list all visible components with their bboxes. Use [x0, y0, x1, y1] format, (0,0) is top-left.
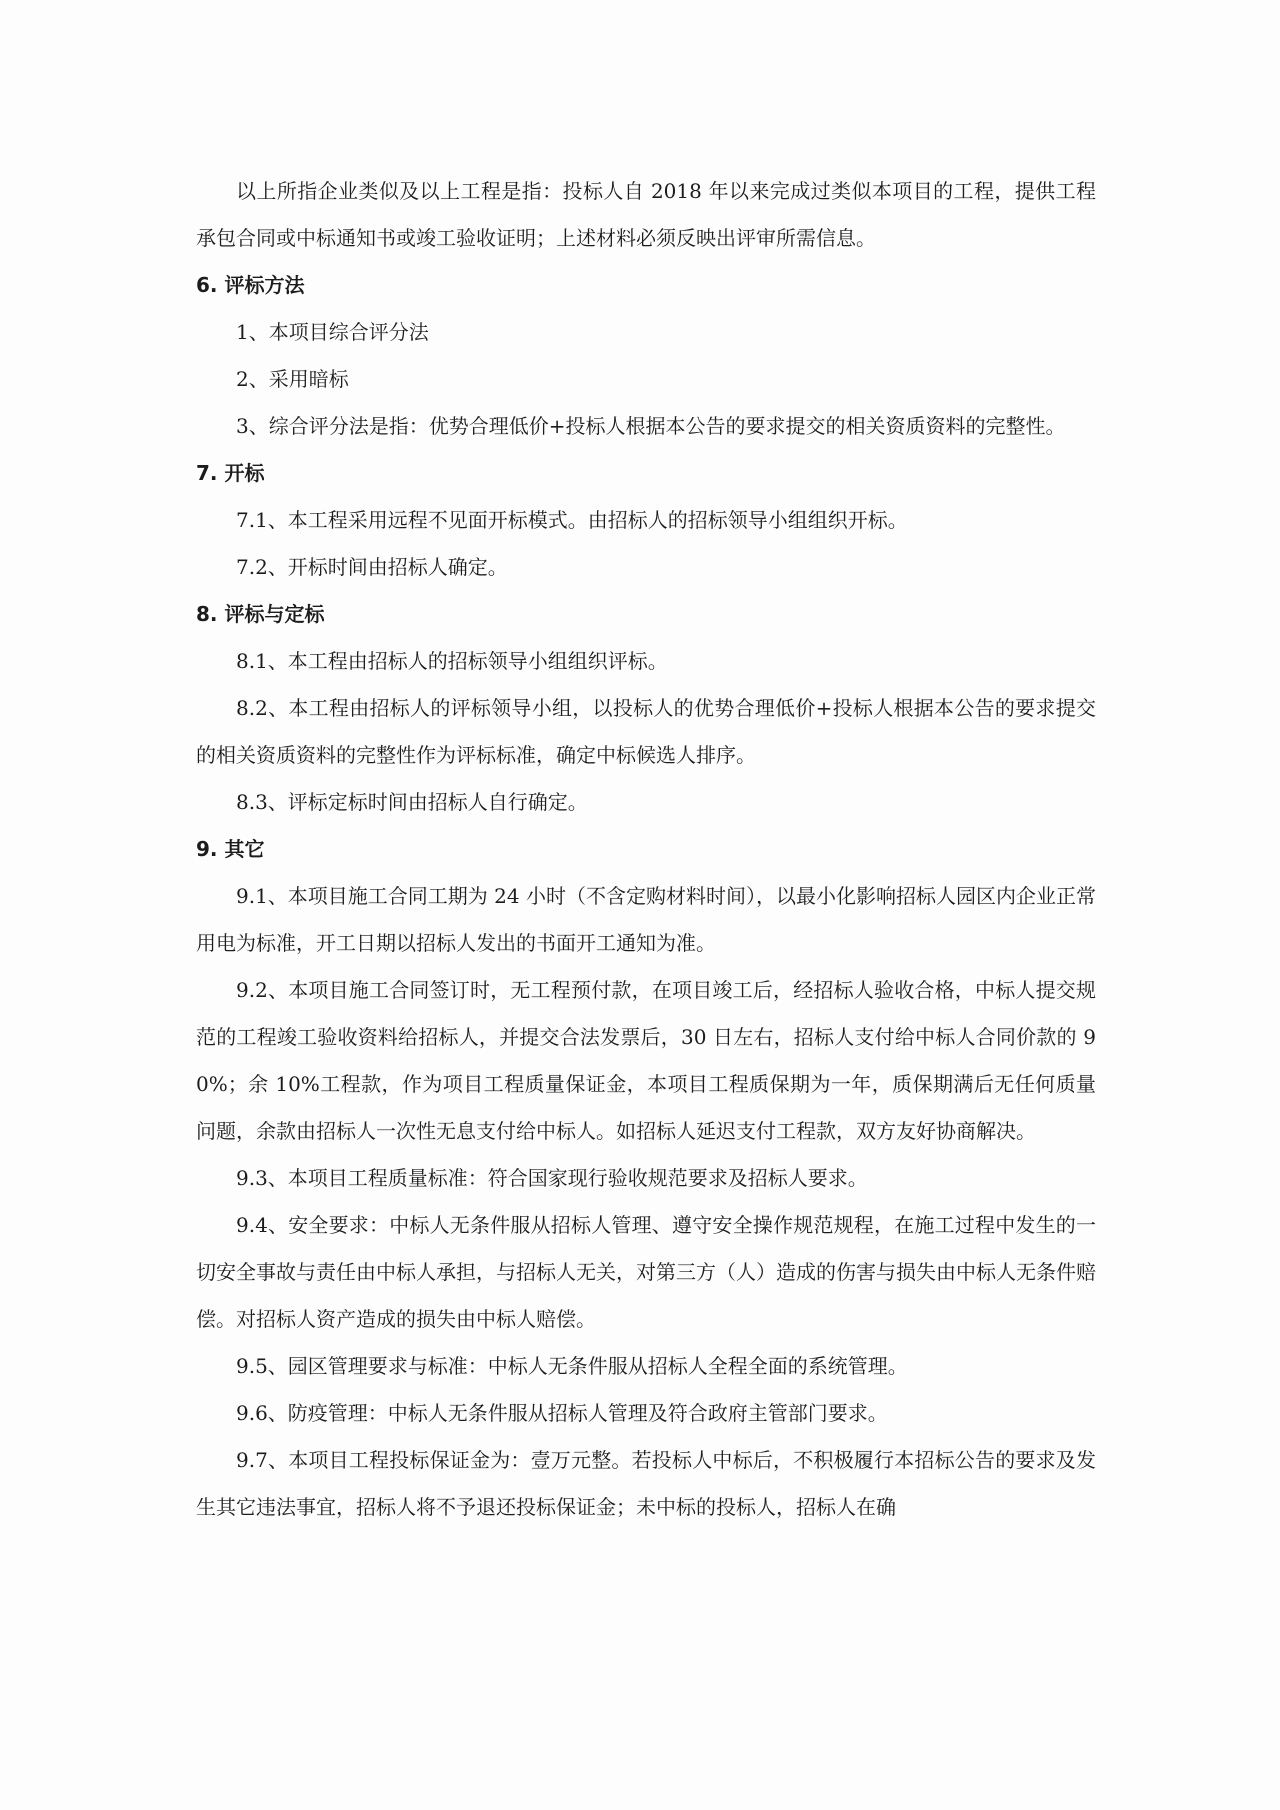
section-6-item-2: 2、采用暗标 — [236, 367, 349, 391]
section-heading-evaluation-method: 6. 评标方法 — [196, 273, 305, 297]
section-9-item-4: 9.4、安全要求：中标人无条件服从招标人管理、遵守安全操作规范规程，在施工过程中发生的一切安全事故与责任由中标人承担，与招标人无关，对第三方（人）造成的伤害与损失由中标人无条件赔偿。对招标人资产造成的损失由中标人赔偿。 — [196, 1213, 1096, 1331]
section-6-item-3: 3、综合评分法是指：优势合理低价+投标人根据本公告的要求提交的相关资质资料的完整性。 — [236, 414, 1066, 438]
section-heading-other: 9. 其它 — [196, 837, 265, 861]
section-9-item-1: 9.1、本项目施工合同工期为 24 小时（不含定购材料时间），以最小化影响招标人园区内企业正常用电为标准，开工日期以招标人发出的书面开工通知为准。 — [196, 884, 1096, 955]
section-8-item-1: 8.1、本工程由招标人的招标领导小组组织评标。 — [236, 649, 668, 673]
section-7-item-2: 7.2、开标时间由招标人确定。 — [236, 555, 508, 579]
section-9-item-3: 9.3、本项目工程质量标准：符合国家现行验收规范要求及招标人要求。 — [236, 1166, 868, 1190]
section-heading-evaluation-award: 8. 评标与定标 — [196, 602, 325, 626]
section-9-item-2: 9.2、本项目施工合同签订时，无工程预付款，在项目竣工后，经招标人验收合格，中标人提交规范的工程竣工验收资料给招标人，并提交合法发票后，30 日左右，招标人支付给中标人合同价款的 90%；余 10%工程款，作为项目工程质量保证金，本项目工程质保期为一年，质保期满后无任何质量问题，余款由招标人一次性无息支付给中标人。如招标人延迟支付工程款，双方友好协商解决。 — [196, 978, 1096, 1143]
section-8-item-3: 8.3、评标定标时间由招标人自行确定。 — [236, 790, 588, 814]
section-8-item-2: 8.2、本工程由招标人的评标领导小组，以投标人的优势合理低价+投标人根据本公告的要求提交的相关资质资料的完整性作为评标标准，确定中标候选人排序。 — [196, 696, 1096, 767]
section-7-item-1: 7.1、本工程采用远程不见面开标模式。由招标人的招标领导小组组织开标。 — [236, 508, 908, 532]
section-heading-bid-opening: 7. 开标 — [196, 461, 265, 485]
section-9-item-5: 9.5、园区管理要求与标准：中标人无条件服从招标人全程全面的系统管理。 — [236, 1354, 908, 1378]
section-6-item-1: 1、本项目综合评分法 — [236, 320, 429, 344]
section-9-item-6: 9.6、防疫管理：中标人无条件服从招标人管理及符合政府主管部门要求。 — [236, 1401, 888, 1425]
section-9-item-7: 9.7、本项目工程投标保证金为：壹万元整。若投标人中标后，不积极履行本招标公告的要求及发生其它违法事宜，招标人将不予退还投标保证金；未中标的投标人，招标人在确 — [196, 1448, 1096, 1519]
intro-paragraph: 以上所指企业类似及以上工程是指：投标人自 2018 年以来完成过类似本项目的工程，提供工程承包合同或中标通知书或竣工验收证明；上述材料必须反映出评审所需信息。 — [196, 179, 1096, 250]
document-body — [196, 168, 1096, 1531]
